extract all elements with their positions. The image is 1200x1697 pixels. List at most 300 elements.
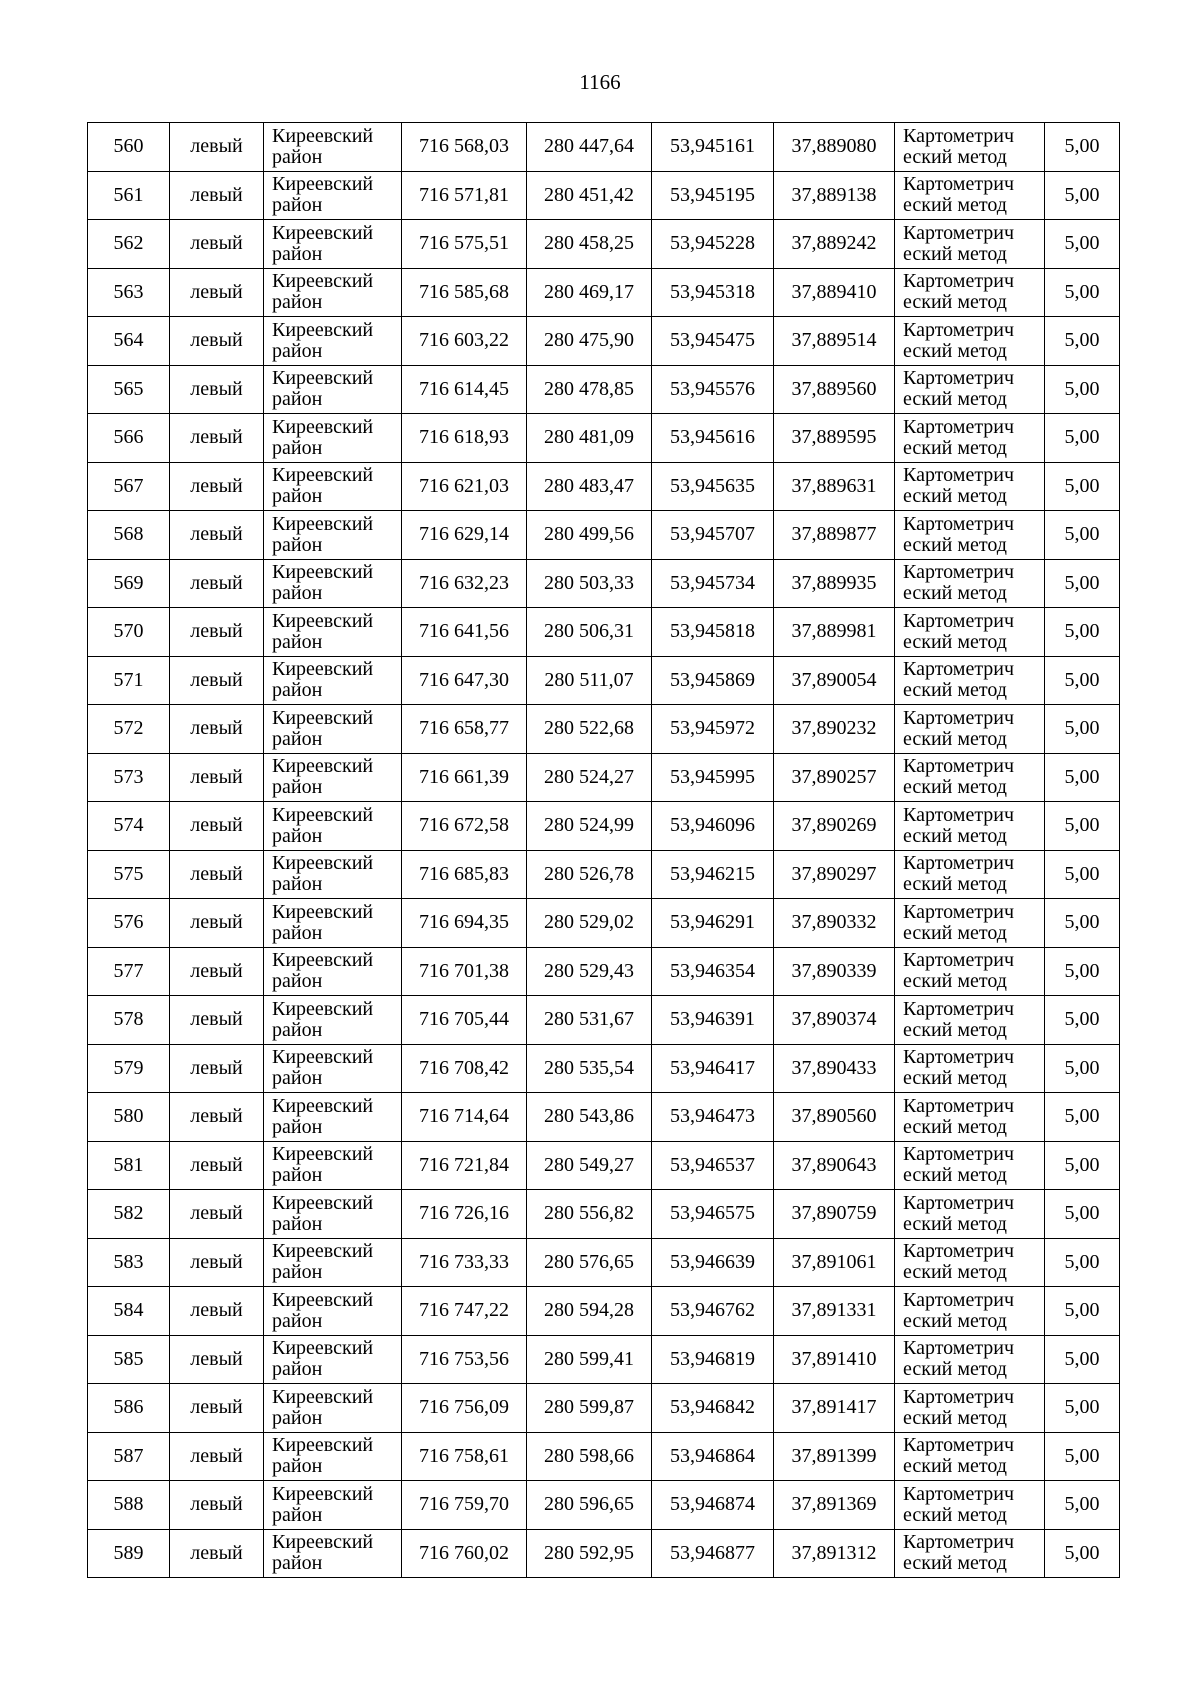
- latitude-cell: 53,945707: [652, 511, 774, 560]
- side-cell: левый: [170, 559, 264, 608]
- longitude-cell: 37,891417: [774, 1384, 895, 1433]
- y-coordinate-cell: 280 529,02: [527, 899, 652, 948]
- accuracy-cell: 5,00: [1045, 268, 1120, 317]
- district-line-2: район: [272, 145, 323, 168]
- y-coordinate-cell: 280 576,65: [527, 1238, 652, 1287]
- method-line-1: Картометрич: [903, 270, 1015, 293]
- y-coordinate-cell: 280 543,86: [527, 1093, 652, 1142]
- latitude-cell: 53,946864: [652, 1432, 774, 1481]
- x-coordinate-cell: 716 701,38: [402, 947, 527, 996]
- district-line-1: Киреевский: [272, 1337, 374, 1360]
- longitude-cell: 37,891061: [774, 1238, 895, 1287]
- method-line-1: Картометрич: [903, 1240, 1015, 1263]
- x-coordinate-cell: 716 726,16: [402, 1190, 527, 1239]
- method-cell: [895, 753, 1045, 802]
- point-number-cell: 574: [88, 802, 170, 851]
- x-coordinate-cell: 716 603,22: [402, 317, 527, 366]
- method-line-2: еский метод: [903, 1067, 1007, 1090]
- longitude-cell: 37,891369: [774, 1481, 895, 1530]
- district-cell: [264, 414, 402, 463]
- x-coordinate-cell: 716 568,03: [402, 123, 527, 172]
- method-line-1: Картометрич: [903, 609, 1015, 632]
- table-row: [88, 996, 1120, 1045]
- side-cell: левый: [170, 850, 264, 899]
- district-cell: [264, 850, 402, 899]
- point-number-cell: 565: [88, 365, 170, 414]
- table-row: [88, 171, 1120, 220]
- latitude-cell: 53,945161: [652, 123, 774, 172]
- method-line-1: Картометрич: [903, 367, 1015, 390]
- district-line-1: Киреевский: [272, 270, 374, 293]
- x-coordinate-cell: 716 571,81: [402, 171, 527, 220]
- longitude-cell: 37,889560: [774, 365, 895, 414]
- method-line-2: еский метод: [903, 921, 1007, 944]
- point-number-cell: 576: [88, 899, 170, 948]
- latitude-cell: 53,946537: [652, 1141, 774, 1190]
- side-cell: левый: [170, 947, 264, 996]
- district-line-1: Киреевский: [272, 318, 374, 341]
- x-coordinate-cell: 716 747,22: [402, 1287, 527, 1336]
- latitude-cell: 53,945972: [652, 705, 774, 754]
- longitude-cell: 37,890433: [774, 1044, 895, 1093]
- district-line-1: Киреевский: [272, 949, 374, 972]
- method-line-1: Картометрич: [903, 852, 1015, 875]
- point-number-cell: 589: [88, 1529, 170, 1578]
- table-row: [88, 414, 1120, 463]
- method-line-1: Картометрич: [903, 997, 1015, 1020]
- point-number-cell: 588: [88, 1481, 170, 1530]
- longitude-cell: 37,889080: [774, 123, 895, 172]
- latitude-cell: 53,946354: [652, 947, 774, 996]
- side-cell: левый: [170, 899, 264, 948]
- accuracy-cell: 5,00: [1045, 705, 1120, 754]
- y-coordinate-cell: 280 503,33: [527, 559, 652, 608]
- point-number-cell: 582: [88, 1190, 170, 1239]
- y-coordinate-cell: 280 524,27: [527, 753, 652, 802]
- point-number-cell: 585: [88, 1335, 170, 1384]
- method-line-2: еский метод: [903, 679, 1007, 702]
- district-line-1: Киреевский: [272, 1046, 374, 1069]
- district-line-1: Киреевский: [272, 1385, 374, 1408]
- accuracy-cell: 5,00: [1045, 899, 1120, 948]
- latitude-cell: 53,945576: [652, 365, 774, 414]
- method-line-1: Картометрич: [903, 1434, 1015, 1457]
- point-number-cell: 566: [88, 414, 170, 463]
- district-cell: [264, 608, 402, 657]
- district-cell: [264, 462, 402, 511]
- table-row: [88, 1287, 1120, 1336]
- side-cell: левый: [170, 1190, 264, 1239]
- side-cell: левый: [170, 1141, 264, 1190]
- method-cell: [895, 996, 1045, 1045]
- latitude-cell: 53,946291: [652, 899, 774, 948]
- method-line-1: Картометрич: [903, 1046, 1015, 1069]
- district-line-2: район: [272, 1164, 323, 1187]
- accuracy-cell: 5,00: [1045, 171, 1120, 220]
- accuracy-cell: 5,00: [1045, 996, 1120, 1045]
- accuracy-cell: 5,00: [1045, 511, 1120, 560]
- table-row: [88, 947, 1120, 996]
- table-row: [88, 268, 1120, 317]
- method-line-1: Картометрич: [903, 1531, 1015, 1554]
- point-number-cell: 573: [88, 753, 170, 802]
- longitude-cell: 37,889981: [774, 608, 895, 657]
- y-coordinate-cell: 280 549,27: [527, 1141, 652, 1190]
- latitude-cell: 53,946842: [652, 1384, 774, 1433]
- district-line-2: район: [272, 533, 323, 556]
- point-number-cell: 564: [88, 317, 170, 366]
- method-cell: [895, 802, 1045, 851]
- method-cell: [895, 656, 1045, 705]
- method-line-1: Картометрич: [903, 561, 1015, 584]
- side-cell: левый: [170, 1335, 264, 1384]
- y-coordinate-cell: 280 458,25: [527, 220, 652, 269]
- method-line-2: еский метод: [903, 970, 1007, 993]
- side-cell: левый: [170, 802, 264, 851]
- table-row: [88, 850, 1120, 899]
- longitude-cell: 37,890269: [774, 802, 895, 851]
- side-cell: левый: [170, 365, 264, 414]
- point-number-cell: 570: [88, 608, 170, 657]
- method-line-2: еский метод: [903, 873, 1007, 896]
- method-cell: [895, 220, 1045, 269]
- method-line-1: Картометрич: [903, 124, 1015, 147]
- district-line-2: район: [272, 1552, 323, 1575]
- method-line-1: Картометрич: [903, 318, 1015, 341]
- longitude-cell: 37,889514: [774, 317, 895, 366]
- side-cell: левый: [170, 996, 264, 1045]
- method-line-2: еский метод: [903, 582, 1007, 605]
- method-cell: [895, 1481, 1045, 1530]
- longitude-cell: 37,889877: [774, 511, 895, 560]
- longitude-cell: 37,890054: [774, 656, 895, 705]
- x-coordinate-cell: 716 614,45: [402, 365, 527, 414]
- district-line-2: район: [272, 291, 323, 314]
- accuracy-cell: 5,00: [1045, 1044, 1120, 1093]
- table-row: [88, 1384, 1120, 1433]
- method-line-1: Картометрич: [903, 1288, 1015, 1311]
- district-line-1: Киреевский: [272, 415, 374, 438]
- point-number-cell: 587: [88, 1432, 170, 1481]
- district-line-2: район: [272, 1115, 323, 1138]
- district-cell: [264, 1044, 402, 1093]
- method-line-2: еский метод: [903, 1455, 1007, 1478]
- method-cell: [895, 705, 1045, 754]
- table-row: [88, 608, 1120, 657]
- method-cell: [895, 947, 1045, 996]
- table-row: [88, 1141, 1120, 1190]
- district-line-1: Киреевский: [272, 1482, 374, 1505]
- x-coordinate-cell: 716 575,51: [402, 220, 527, 269]
- y-coordinate-cell: 280 483,47: [527, 462, 652, 511]
- point-number-cell: 575: [88, 850, 170, 899]
- side-cell: левый: [170, 1238, 264, 1287]
- y-coordinate-cell: 280 506,31: [527, 608, 652, 657]
- point-number-cell: 586: [88, 1384, 170, 1433]
- longitude-cell: 37,891410: [774, 1335, 895, 1384]
- district-line-1: Киреевский: [272, 1094, 374, 1117]
- accuracy-cell: 5,00: [1045, 1432, 1120, 1481]
- district-cell: [264, 1432, 402, 1481]
- coordinates-table: [87, 122, 1120, 1578]
- method-line-2: еский метод: [903, 727, 1007, 750]
- district-line-2: район: [272, 485, 323, 508]
- district-cell: [264, 1287, 402, 1336]
- x-coordinate-cell: 716 753,56: [402, 1335, 527, 1384]
- district-cell: [264, 1190, 402, 1239]
- point-number-cell: 581: [88, 1141, 170, 1190]
- accuracy-cell: 5,00: [1045, 1141, 1120, 1190]
- district-line-1: Киреевский: [272, 512, 374, 535]
- table-body: [88, 123, 1120, 1578]
- point-number-cell: 583: [88, 1238, 170, 1287]
- district-line-1: Киреевский: [272, 173, 374, 196]
- point-number-cell: 577: [88, 947, 170, 996]
- longitude-cell: 37,890560: [774, 1093, 895, 1142]
- district-line-2: район: [272, 582, 323, 605]
- side-cell: левый: [170, 220, 264, 269]
- method-cell: [895, 1529, 1045, 1578]
- longitude-cell: 37,891331: [774, 1287, 895, 1336]
- side-cell: левый: [170, 268, 264, 317]
- method-cell: [895, 365, 1045, 414]
- district-cell: [264, 996, 402, 1045]
- district-cell: [264, 1141, 402, 1190]
- method-cell: [895, 462, 1045, 511]
- district-line-2: район: [272, 970, 323, 993]
- y-coordinate-cell: 280 526,78: [527, 850, 652, 899]
- x-coordinate-cell: 716 760,02: [402, 1529, 527, 1578]
- district-line-1: Киреевский: [272, 1240, 374, 1263]
- method-line-2: еский метод: [903, 630, 1007, 653]
- table-row: [88, 317, 1120, 366]
- method-cell: [895, 1384, 1045, 1433]
- y-coordinate-cell: 280 469,17: [527, 268, 652, 317]
- method-line-1: Картометрич: [903, 1482, 1015, 1505]
- district-line-1: Киреевский: [272, 124, 374, 147]
- longitude-cell: 37,889138: [774, 171, 895, 220]
- district-cell: [264, 1481, 402, 1530]
- y-coordinate-cell: 280 529,43: [527, 947, 652, 996]
- method-line-2: еский метод: [903, 533, 1007, 556]
- y-coordinate-cell: 280 475,90: [527, 317, 652, 366]
- point-number-cell: 563: [88, 268, 170, 317]
- y-coordinate-cell: 280 556,82: [527, 1190, 652, 1239]
- method-line-2: еский метод: [903, 485, 1007, 508]
- method-line-1: Картометрич: [903, 1143, 1015, 1166]
- latitude-cell: 53,946096: [652, 802, 774, 851]
- x-coordinate-cell: 716 629,14: [402, 511, 527, 560]
- method-cell: [895, 899, 1045, 948]
- table-row: [88, 511, 1120, 560]
- latitude-cell: 53,946639: [652, 1238, 774, 1287]
- latitude-cell: 53,946874: [652, 1481, 774, 1530]
- method-cell: [895, 1190, 1045, 1239]
- district-line-2: район: [272, 1018, 323, 1041]
- accuracy-cell: 5,00: [1045, 656, 1120, 705]
- latitude-cell: 53,946819: [652, 1335, 774, 1384]
- table-row: [88, 1432, 1120, 1481]
- side-cell: левый: [170, 1287, 264, 1336]
- y-coordinate-cell: 280 599,87: [527, 1384, 652, 1433]
- latitude-cell: 53,945818: [652, 608, 774, 657]
- x-coordinate-cell: 716 714,64: [402, 1093, 527, 1142]
- table-row: [88, 1529, 1120, 1578]
- district-line-1: Киреевский: [272, 1191, 374, 1214]
- x-coordinate-cell: 716 705,44: [402, 996, 527, 1045]
- table-row: [88, 1190, 1120, 1239]
- district-cell: [264, 1335, 402, 1384]
- latitude-cell: 53,945995: [652, 753, 774, 802]
- longitude-cell: 37,890232: [774, 705, 895, 754]
- point-number-cell: 560: [88, 123, 170, 172]
- method-cell: [895, 1287, 1045, 1336]
- district-line-1: Киреевский: [272, 658, 374, 681]
- district-line-2: район: [272, 630, 323, 653]
- longitude-cell: 37,890759: [774, 1190, 895, 1239]
- district-line-1: Киреевский: [272, 1288, 374, 1311]
- method-line-2: еский метод: [903, 1261, 1007, 1284]
- longitude-cell: 37,890332: [774, 899, 895, 948]
- x-coordinate-cell: 716 756,09: [402, 1384, 527, 1433]
- district-line-1: Киреевский: [272, 609, 374, 632]
- district-line-1: Киреевский: [272, 1143, 374, 1166]
- accuracy-cell: 5,00: [1045, 1238, 1120, 1287]
- district-line-2: район: [272, 1261, 323, 1284]
- method-cell: [895, 1432, 1045, 1481]
- y-coordinate-cell: 280 451,42: [527, 171, 652, 220]
- table-row: [88, 1093, 1120, 1142]
- y-coordinate-cell: 280 511,07: [527, 656, 652, 705]
- longitude-cell: 37,891312: [774, 1529, 895, 1578]
- method-line-1: Картометрич: [903, 1385, 1015, 1408]
- district-line-1: Киреевский: [272, 1434, 374, 1457]
- method-line-2: еский метод: [903, 1018, 1007, 1041]
- method-cell: [895, 608, 1045, 657]
- y-coordinate-cell: 280 499,56: [527, 511, 652, 560]
- district-cell: [264, 511, 402, 560]
- district-cell: [264, 268, 402, 317]
- district-line-2: район: [272, 824, 323, 847]
- longitude-cell: 37,889410: [774, 268, 895, 317]
- latitude-cell: 53,946762: [652, 1287, 774, 1336]
- point-number-cell: 584: [88, 1287, 170, 1336]
- longitude-cell: 37,889242: [774, 220, 895, 269]
- district-cell: [264, 171, 402, 220]
- accuracy-cell: 5,00: [1045, 462, 1120, 511]
- table-row: [88, 1044, 1120, 1093]
- method-line-2: еский метод: [903, 242, 1007, 265]
- district-cell: [264, 705, 402, 754]
- district-line-1: Киреевский: [272, 221, 374, 244]
- table-row: [88, 365, 1120, 414]
- method-cell: [895, 414, 1045, 463]
- district-cell: [264, 656, 402, 705]
- district-line-1: Киреевский: [272, 997, 374, 1020]
- x-coordinate-cell: 716 621,03: [402, 462, 527, 511]
- latitude-cell: 53,946473: [652, 1093, 774, 1142]
- longitude-cell: 37,890643: [774, 1141, 895, 1190]
- table-row: [88, 1238, 1120, 1287]
- method-line-1: Картометрич: [903, 900, 1015, 923]
- district-line-2: район: [272, 436, 323, 459]
- accuracy-cell: 5,00: [1045, 123, 1120, 172]
- district-cell: [264, 802, 402, 851]
- district-line-2: район: [272, 388, 323, 411]
- district-line-1: Киреевский: [272, 561, 374, 584]
- accuracy-cell: 5,00: [1045, 1481, 1120, 1530]
- latitude-cell: 53,945228: [652, 220, 774, 269]
- y-coordinate-cell: 280 481,09: [527, 414, 652, 463]
- district-cell: [264, 1093, 402, 1142]
- method-line-2: еский метод: [903, 436, 1007, 459]
- method-line-2: еский метод: [903, 1406, 1007, 1429]
- x-coordinate-cell: 716 759,70: [402, 1481, 527, 1530]
- method-cell: [895, 1335, 1045, 1384]
- side-cell: левый: [170, 1432, 264, 1481]
- table-row: [88, 220, 1120, 269]
- district-line-2: район: [272, 1406, 323, 1429]
- district-line-2: район: [272, 339, 323, 362]
- x-coordinate-cell: 716 632,23: [402, 559, 527, 608]
- method-line-1: Картометрич: [903, 1191, 1015, 1214]
- method-cell: [895, 1238, 1045, 1287]
- side-cell: левый: [170, 753, 264, 802]
- y-coordinate-cell: 280 522,68: [527, 705, 652, 754]
- district-line-2: район: [272, 242, 323, 265]
- latitude-cell: 53,946575: [652, 1190, 774, 1239]
- accuracy-cell: 5,00: [1045, 317, 1120, 366]
- method-cell: [895, 268, 1045, 317]
- method-line-2: еский метод: [903, 1358, 1007, 1381]
- method-cell: [895, 1044, 1045, 1093]
- method-cell: [895, 317, 1045, 366]
- x-coordinate-cell: 716 618,93: [402, 414, 527, 463]
- side-cell: левый: [170, 414, 264, 463]
- district-line-2: район: [272, 1309, 323, 1332]
- district-line-2: район: [272, 679, 323, 702]
- table-row: [88, 753, 1120, 802]
- x-coordinate-cell: 716 641,56: [402, 608, 527, 657]
- district-cell: [264, 317, 402, 366]
- table-row: [88, 705, 1120, 754]
- latitude-cell: 53,946877: [652, 1529, 774, 1578]
- district-cell: [264, 559, 402, 608]
- accuracy-cell: 5,00: [1045, 559, 1120, 608]
- accuracy-cell: 5,00: [1045, 1384, 1120, 1433]
- method-line-1: Картометрич: [903, 658, 1015, 681]
- x-coordinate-cell: 716 672,58: [402, 802, 527, 851]
- district-line-1: Киреевский: [272, 464, 374, 487]
- method-cell: [895, 559, 1045, 608]
- district-line-2: район: [272, 1503, 323, 1526]
- x-coordinate-cell: 716 661,39: [402, 753, 527, 802]
- side-cell: левый: [170, 1093, 264, 1142]
- method-cell: [895, 123, 1045, 172]
- district-line-2: район: [272, 194, 323, 217]
- y-coordinate-cell: 280 535,54: [527, 1044, 652, 1093]
- method-line-1: Картометрич: [903, 512, 1015, 535]
- method-line-2: еский метод: [903, 1309, 1007, 1332]
- method-line-2: еский метод: [903, 1115, 1007, 1138]
- side-cell: левый: [170, 317, 264, 366]
- table-row: [88, 899, 1120, 948]
- y-coordinate-cell: 280 599,41: [527, 1335, 652, 1384]
- district-line-2: район: [272, 1067, 323, 1090]
- x-coordinate-cell: 716 708,42: [402, 1044, 527, 1093]
- accuracy-cell: 5,00: [1045, 1093, 1120, 1142]
- longitude-cell: 37,889631: [774, 462, 895, 511]
